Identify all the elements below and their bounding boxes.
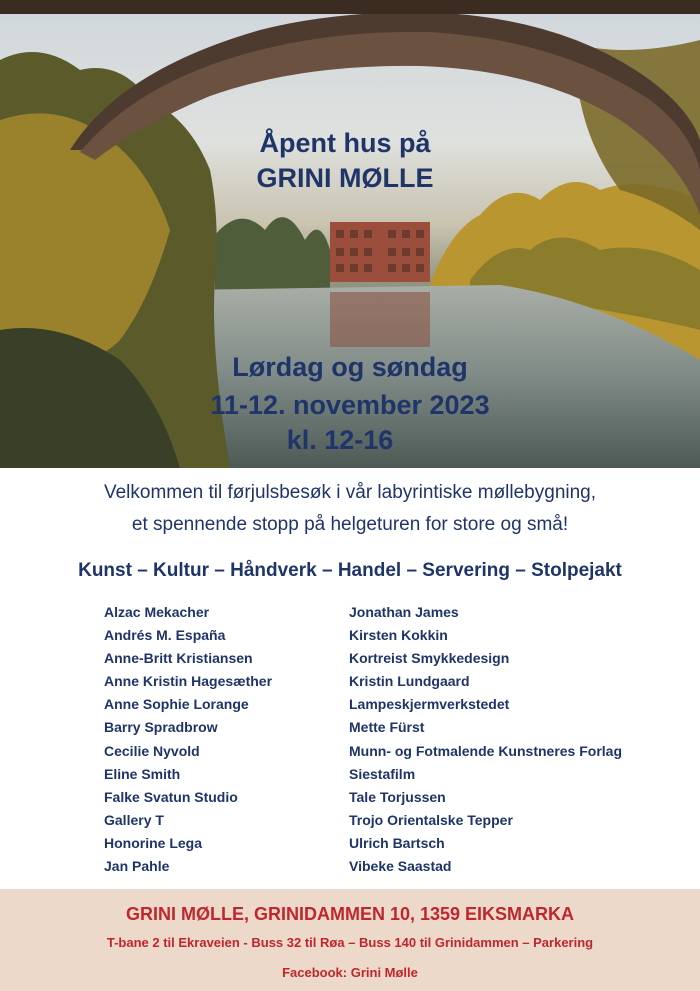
- exhibitor-item: Tale Torjussen: [349, 788, 446, 805]
- exhibitor-item: Gallery T: [104, 811, 164, 828]
- date-line1: Lørdag og søndag: [232, 352, 468, 382]
- mill-reflection: [330, 292, 430, 347]
- hero-photo: [0, 0, 700, 468]
- exhibitor-item: Ulrich Bartsch: [349, 834, 445, 851]
- far-treeline: [215, 217, 330, 290]
- exhibitor-item: Kristin Lundgaard: [349, 673, 470, 690]
- exhibitor-item: Anne-Britt Kristiansen: [104, 650, 253, 667]
- exhibitor-item: Anne Kristin Hagesæther: [104, 673, 273, 690]
- date-line2: 11-12. november 2023: [210, 390, 490, 420]
- exhibitor-item: Kirsten Kokkin: [349, 627, 448, 644]
- exhibitor-item: Trojo Orientalske Tepper: [349, 811, 513, 828]
- footer-banner: [0, 889, 700, 991]
- exhibitor-item: Barry Spradbrow: [104, 719, 218, 736]
- exhibitor-list-right: [349, 601, 622, 878]
- headline-line1: Åpent hus på: [259, 128, 431, 158]
- time-line: kl. 12-16: [286, 425, 394, 455]
- exhibitor-item: Kortreist Smykkedesign: [349, 650, 510, 667]
- mill-building: [330, 222, 430, 282]
- exhibitor-item: Mette Fürst: [349, 719, 425, 736]
- exhibitor-item: Eline Smith: [104, 765, 181, 782]
- exhibitor-item: Honorine Lega: [104, 834, 203, 851]
- footer-facebook: Facebook: Grini Mølle: [282, 965, 418, 980]
- footer-transport: T-bane 2 til Ekraveien - Buss 32 til Røa – Buss 140 til Grinidammen – Parkering: [106, 935, 594, 950]
- exhibitor-item: Jonathan James: [349, 604, 459, 620]
- exhibitor-item: Munn- og Fotmalende Kunstneres Forlag: [349, 742, 623, 759]
- exhibitor-item: Andrés M. España: [104, 627, 226, 644]
- exhibitor-item: Anne Sophie Lorange: [104, 696, 249, 713]
- intro-line2: et spennende stopp på helgeturen for store og små!: [131, 514, 569, 535]
- exhibitor-item: Lampeskjermverkstedet: [349, 696, 510, 713]
- headline-line2: GRINI MØLLE: [256, 163, 434, 193]
- intro-line1: Velkommen til førjulsbesøk i vår labyrintiske møllebygning,: [103, 482, 597, 503]
- exhibitor-item: Siestafilm: [349, 765, 416, 782]
- exhibitor-item: Cecilie Nyvold: [104, 742, 200, 759]
- categories-line: Kunst – Kultur – Håndverk – Handel – Servering – Stolpejakt: [78, 560, 622, 581]
- exhibitor-item: Jan Pahle: [104, 858, 170, 875]
- exhibitor-item: Alzac Mekacher: [104, 604, 210, 620]
- exhibitor-item: Vibeke Saastad: [349, 858, 452, 875]
- exhibitor-item: Falke Svatun Studio: [104, 788, 238, 805]
- exhibitor-list-left: [104, 601, 272, 878]
- footer-address: GRINI MØLLE, GRINIDAMMEN 10, 1359 EIKSMARKA: [125, 904, 575, 924]
